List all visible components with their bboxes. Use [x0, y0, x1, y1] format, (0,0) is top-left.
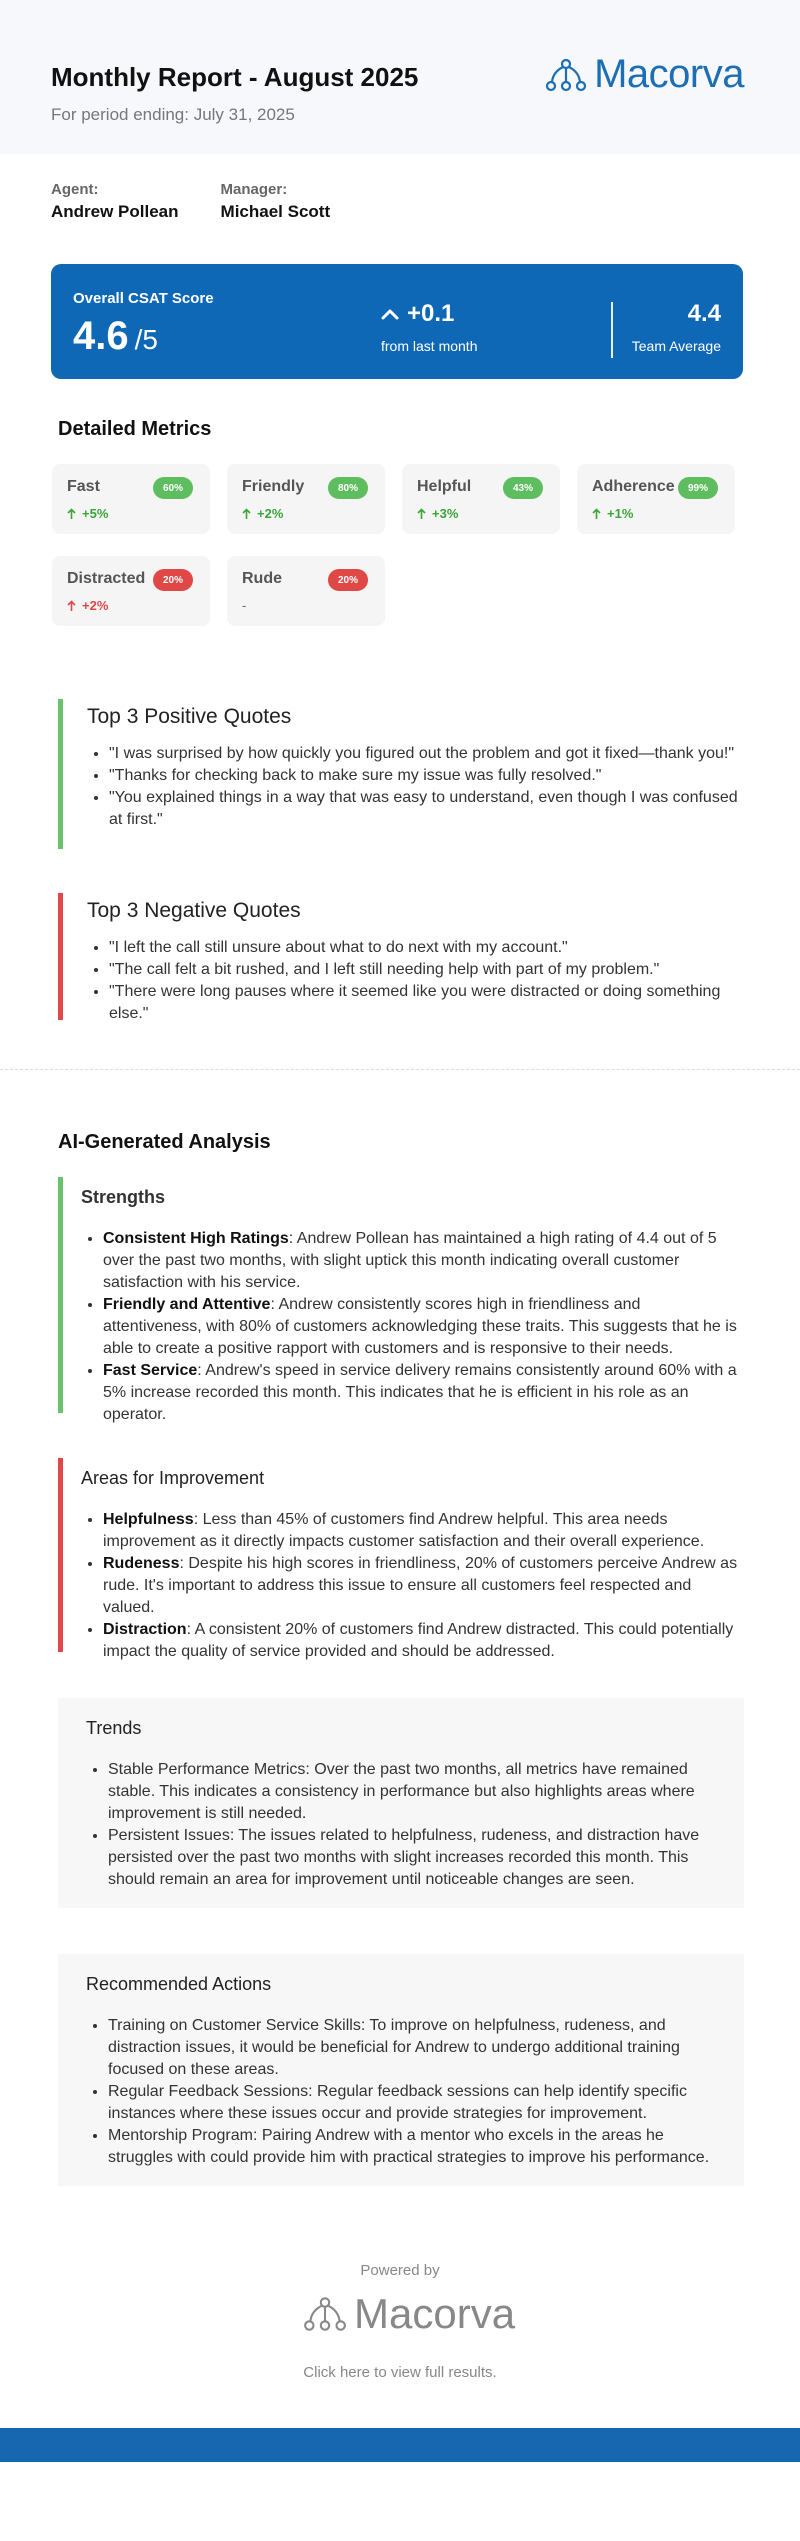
quote-item: • "I was surprised by how quickly you figured out the problem and got it fixed—thank you!"	[109, 743, 742, 765]
section-divider	[0, 1069, 800, 1070]
actions-list	[86, 2015, 716, 2169]
positive-quotes-list	[87, 743, 742, 831]
improvement-title: Areas for Improvement	[81, 1468, 265, 1488]
strength-text: : Andrew consistently scores high in friendliness and attentiveness, with 80% of customers acknowledging these traits. This suggests that he is able to create a positive rapport with customers and is responsive to their needs.	[103, 1296, 737, 1357]
metric-delta-value: +5%	[82, 506, 109, 521]
strengths-section	[58, 1177, 742, 1423]
metric-name: Fast	[67, 478, 100, 495]
csat-score	[73, 314, 158, 359]
metric-name: Friendly	[242, 478, 305, 495]
improvement-term: Helpfulness	[103, 1511, 194, 1528]
trends-list	[86, 1759, 716, 1891]
quote-item: • "You explained things in a way that was easy to understand, even though I was confused at first."	[109, 787, 742, 831]
team-average-label: Team Average	[631, 338, 721, 354]
metric-badge: 60%	[153, 477, 193, 499]
team-average-value: 4.4	[687, 300, 721, 327]
negative-quotes-list	[87, 937, 742, 1025]
trends-title: Trends	[86, 1718, 142, 1738]
strength-term: Fast Service	[103, 1362, 198, 1379]
positive-quotes	[58, 699, 742, 849]
strength-term: Consistent High Ratings	[103, 1230, 289, 1247]
negative-quotes	[58, 893, 742, 1020]
improvement-text: : Despite his high scores in friendliness, 20% of customers perceive Andrew as rude. It's important to address this issue to ensure all customers feel respected and valued.	[103, 1555, 738, 1616]
brand-name: Macorva	[594, 52, 744, 96]
negative-quotes-title: Top 3 Negative Quotes	[87, 899, 301, 922]
manager-info	[221, 181, 331, 222]
improvement-term: Rudeness	[103, 1555, 180, 1572]
actions-title: Recommended Actions	[86, 1974, 272, 1994]
improvement-section	[58, 1458, 742, 1660]
agent-name: Andrew Pollean	[51, 202, 179, 221]
csat-divider	[611, 302, 613, 358]
strength-item	[103, 1228, 742, 1294]
arrow-up-icon	[242, 508, 251, 520]
strengths-title: Strengths	[81, 1187, 166, 1207]
chevron-up-icon	[381, 308, 399, 320]
footer-brand-name: Macorva	[354, 2290, 516, 2337]
metric-delta	[592, 506, 633, 521]
powered-by-label: Powered by	[360, 2262, 440, 2279]
actions-section	[58, 1954, 744, 2186]
improvement-item	[103, 1509, 742, 1553]
metric-delta-value: +3%	[432, 506, 459, 521]
metric-badge: 20%	[153, 569, 193, 591]
action-item: • Mentorship Program: Pairing Andrew with a mentor who excels in the areas he struggles with could provide him with practical strategies to improve his performance.	[108, 2125, 716, 2169]
strength-item	[103, 1294, 742, 1360]
metric-name: Distracted	[67, 570, 146, 587]
metric-delta	[242, 506, 283, 521]
strength-text: : Andrew Pollean has maintained a high rating of 4.4 out of 5 over the past two months, with slight uptick this month indicating overall customer satisfaction with his service.	[103, 1230, 717, 1291]
network-icon	[544, 58, 588, 92]
analysis-title: AI-Generated Analysis	[58, 1131, 271, 1153]
strength-term: Friendly and Attentive	[103, 1296, 271, 1313]
metric-card-helpful	[402, 464, 560, 534]
metric-card-adherence	[577, 464, 735, 534]
people-info	[51, 181, 330, 222]
brand-logo	[544, 52, 744, 97]
metric-delta-value: +1%	[607, 506, 634, 521]
quote-item: • "There were long pauses where it seemed like you were distracted or doing something else."	[109, 981, 742, 1025]
csat-change-label: from last month	[381, 338, 478, 354]
action-item: • Training on Customer Service Skills: To improve on helpfulness, rudeness, and distraction issues, it would be beneficial for Andrew to undergo additional training focused on these areas.	[108, 2015, 716, 2081]
report-header	[0, 0, 800, 154]
arrow-up-icon	[67, 600, 76, 612]
csat-label: Overall CSAT Score	[73, 290, 214, 307]
metric-delta	[242, 598, 246, 613]
arrow-up-icon	[592, 508, 601, 520]
metric-delta-value: +2%	[82, 598, 109, 613]
csat-card	[51, 264, 743, 379]
arrow-up-icon	[417, 508, 426, 520]
metric-delta-value: -	[242, 598, 247, 613]
metric-card-distracted	[52, 556, 210, 626]
report-title: Monthly Report - August 2025	[51, 62, 419, 92]
metric-delta	[67, 598, 108, 613]
metric-badge: 99%	[678, 477, 718, 499]
trend-item: • Stable Performance Metrics: Over the past two months, all metrics have remained stable. This indicates a consistency in performance but also highlights areas where improvement is still needed.	[108, 1759, 716, 1825]
improvement-list	[81, 1509, 742, 1663]
improvement-term: Distraction	[103, 1621, 187, 1638]
metric-delta-value: +2%	[257, 506, 284, 521]
csat-change-value: +0.1	[407, 300, 455, 327]
metric-card-rude	[227, 556, 385, 626]
metric-delta	[417, 506, 458, 521]
metric-name: Adherence	[592, 478, 675, 495]
trends-section	[58, 1698, 744, 1908]
metric-name: Rude	[242, 570, 282, 587]
strengths-list	[81, 1228, 742, 1426]
positive-quotes-title: Top 3 Positive Quotes	[87, 705, 292, 728]
quote-item: • "I left the call still unsure about what to do next with my account."	[109, 937, 742, 959]
metric-badge: 80%	[328, 477, 368, 499]
agent-info	[51, 181, 179, 222]
csat-score-value: 4.6	[73, 314, 129, 358]
quote-item: • "The call felt a bit rushed, and I left still needing help with part of my problem."	[109, 959, 742, 981]
metric-card-fast	[52, 464, 210, 534]
metric-card-friendly	[227, 464, 385, 534]
metric-badge: 20%	[328, 569, 368, 591]
csat-change	[381, 300, 454, 328]
csat-score-scale: /5	[134, 324, 158, 355]
improvement-text: : Less than 45% of customers find Andrew helpful. This area needs improvement as it directly impacts customer satisfaction and their overall experience.	[103, 1511, 705, 1550]
improvement-text: : A consistent 20% of customers find Andrew distracted. This could potentially impact the quality of service provided and should be addressed.	[103, 1621, 734, 1660]
network-icon	[302, 2296, 348, 2332]
footer-logo	[302, 2290, 515, 2338]
action-item: • Regular Feedback Sessions: Regular feedback sessions can help identify specific instances where these issues occur and provide strategies for improvement.	[108, 2081, 716, 2125]
manager-label: Manager:	[220, 181, 288, 198]
improvement-item	[103, 1619, 742, 1663]
agent-label: Agent:	[51, 181, 99, 198]
trend-item: • Persistent Issues: The issues related to helpfulness, rudeness, and distraction have persisted over the past two months with slight increases recorded this month. This should remain an area for improvement until noticeable changes are seen.	[108, 1825, 716, 1891]
manager-name: Michael Scott	[220, 202, 331, 221]
report-period: For period ending: July 31, 2025	[51, 105, 295, 124]
strength-item	[103, 1360, 742, 1426]
metric-name: Helpful	[417, 478, 472, 495]
strength-text: : Andrew's speed in service delivery remains consistently around 60% with a 5% increase recorded this month. This indicates that he is efficient in his role as an operator.	[103, 1362, 737, 1423]
improvement-item	[103, 1553, 742, 1619]
metrics-title: Detailed Metrics	[58, 418, 212, 440]
metric-badge: 43%	[503, 477, 543, 499]
arrow-up-icon	[67, 508, 76, 520]
quote-item: • "Thanks for checking back to make sure my issue was fully resolved."	[109, 765, 742, 787]
footer-bar	[0, 2428, 800, 2462]
metric-delta	[67, 506, 108, 521]
view-full-results-link[interactable]: Click here to view full results.	[303, 2364, 497, 2381]
